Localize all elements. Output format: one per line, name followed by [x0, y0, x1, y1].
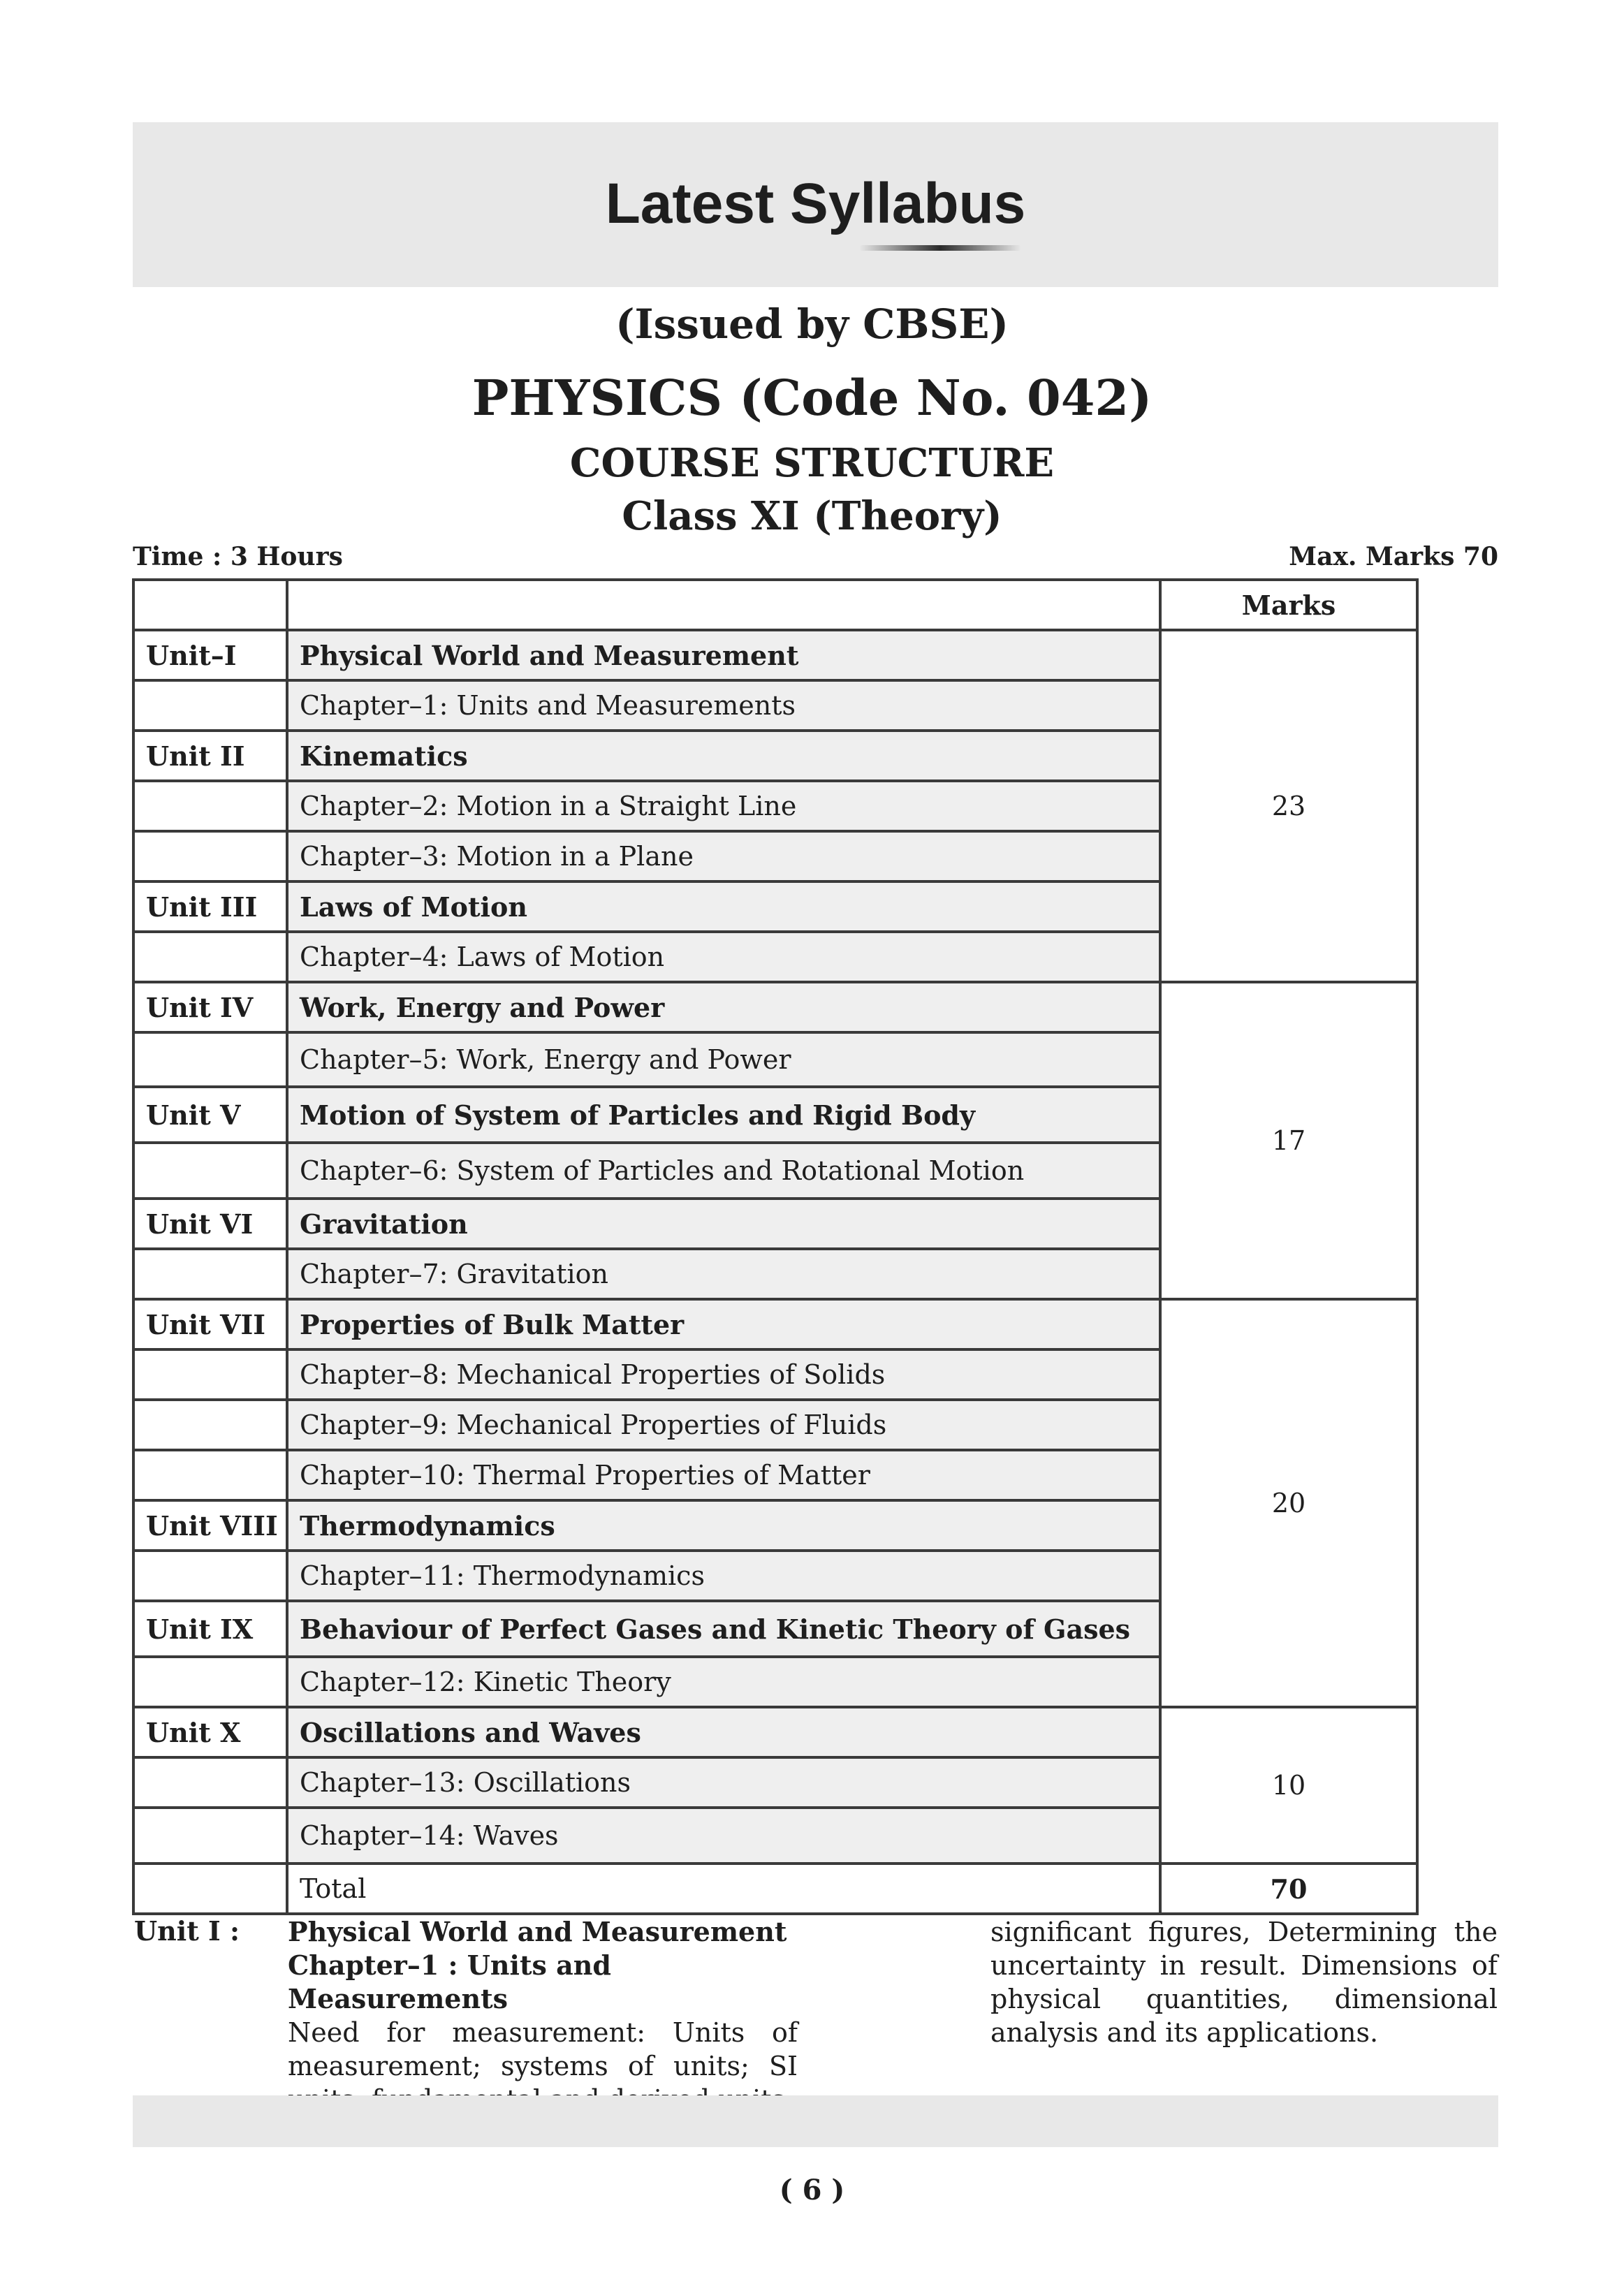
chapter-cell: Chapter–11: Thermodynamics: [287, 1551, 1160, 1601]
table-row: [133, 1707, 1417, 1757]
unit-cell: [133, 680, 287, 731]
course-structure-table: [132, 578, 1419, 1915]
table-header-row: [133, 580, 1417, 630]
body-left-text: Need for measurement: Units of measurement; systems of units; SI: [288, 2017, 798, 2081]
unit-title-cell: Properties of Bulk Matter: [287, 1299, 1160, 1349]
unit-cell: Unit V: [133, 1087, 287, 1143]
total-value: 70: [1160, 1864, 1417, 1914]
unit-title-cell: Kinematics: [287, 731, 1160, 781]
chapter-cell: Chapter–8: Mechanical Properties of Solids: [287, 1349, 1160, 1400]
unit-cell: Unit VIII: [133, 1500, 287, 1551]
marks-cell: 17: [1160, 982, 1417, 1299]
chapter-cell: Chapter–2: Motion in a Straight Line: [287, 781, 1160, 831]
issued-by-line: (Issued by CBSE): [615, 300, 1009, 348]
unit-title-cell: Motion of System of Particles and Rigid Body: [287, 1087, 1160, 1143]
unit-cell: Unit–I: [133, 630, 287, 680]
table-row: [133, 982, 1417, 1032]
chapter-cell: Chapter–14: Waves: [287, 1808, 1160, 1864]
unit-cell: [133, 781, 287, 831]
chapter-cell: Chapter–9: Mechanical Properties of Fluids: [287, 1400, 1160, 1450]
unit-cell: Unit IX: [133, 1601, 287, 1657]
header-title-cell: [287, 580, 1160, 630]
chapter-cell: Chapter–6: System of Particles and Rotational Motion: [287, 1143, 1160, 1199]
unit-cell: Unit X: [133, 1707, 287, 1757]
total-label: Total: [287, 1864, 1160, 1914]
unit-cell: [133, 1757, 287, 1808]
unit-title-cell: Physical World and Measurement: [287, 630, 1160, 680]
unit-title-cell: Oscillations and Waves: [287, 1707, 1160, 1757]
unit-title-cell: Behaviour of Perfect Gases and Kinetic Theory of Gases: [287, 1601, 1160, 1657]
total-unit-cell: [133, 1864, 287, 1914]
unit-cell: [133, 1400, 287, 1450]
chapter-cell: Chapter–13: Oscillations: [287, 1757, 1160, 1808]
subject-title: PHYSICS (Code No. 042): [471, 369, 1153, 427]
unit-title-cell: Gravitation: [287, 1199, 1160, 1249]
unit-cell: Unit II: [133, 731, 287, 781]
unit-cell: Unit VI: [133, 1199, 287, 1249]
marks-cell: 20: [1160, 1299, 1417, 1707]
max-marks-label: Max. Marks 70: [1289, 542, 1498, 571]
unit-cell: [133, 1349, 287, 1400]
body-chapter-title: Chapter–1 : Units and Measurements: [288, 1949, 611, 2014]
time-label: Time : 3 Hours: [133, 542, 343, 571]
unit-cell: [133, 1143, 287, 1199]
page-number: ( 6 ): [779, 2174, 845, 2206]
unit-cell: [133, 1551, 287, 1601]
chapter-cell: Chapter–3: Motion in a Plane: [287, 831, 1160, 881]
body-right-text: significant figures, Determining the uncertainty in result. Dimensions of physical quantities, dimensional analysis and its applications.: [990, 1917, 1498, 2048]
marks-header: Marks: [1160, 580, 1417, 630]
unit-cell: [133, 1450, 287, 1500]
course-structure-heading: COURSE STRUCTURE: [569, 440, 1055, 486]
chapter-cell: Chapter–5: Work, Energy and Power: [287, 1032, 1160, 1087]
marks-cell: 23: [1160, 630, 1417, 982]
total-row: [133, 1864, 1417, 1914]
unit-cell: Unit VII: [133, 1299, 287, 1349]
unit-cell: [133, 1657, 287, 1707]
class-heading: Class XI (Theory): [622, 493, 1002, 539]
unit-cell: [133, 1249, 287, 1299]
unit-cell: [133, 1808, 287, 1864]
header-unit-cell: [133, 580, 287, 630]
table-row: [133, 1299, 1417, 1349]
body-unit-label: Unit I :: [134, 1915, 240, 1947]
table-row: [133, 630, 1417, 680]
unit-title-cell: Thermodynamics: [287, 1500, 1160, 1551]
header-banner: [133, 122, 1498, 287]
unit-cell: [133, 1032, 287, 1087]
unit-title-cell: Work, Energy and Power: [287, 982, 1160, 1032]
chapter-cell: Chapter–10: Thermal Properties of Matter: [287, 1450, 1160, 1500]
unit-cell: [133, 831, 287, 881]
chapter-cell: Chapter–12: Kinetic Theory: [287, 1657, 1160, 1707]
marks-cell: 10: [1160, 1707, 1417, 1864]
chapter-cell: Chapter–7: Gravitation: [287, 1249, 1160, 1299]
banner-title: Latest Syllabus: [605, 172, 1026, 235]
footer-band: [133, 2095, 1498, 2147]
chapter-cell: Chapter–1: Units and Measurements: [287, 680, 1160, 731]
body-unit-title: Physical World and Measurement: [288, 1916, 787, 1947]
body-left-column: [288, 1915, 798, 2116]
unit-cell: [133, 932, 287, 982]
chapter-cell: Chapter–4: Laws of Motion: [287, 932, 1160, 982]
unit-title-cell: Laws of Motion: [287, 881, 1160, 932]
unit-cell: Unit III: [133, 881, 287, 932]
title-underline-decoration: [859, 245, 1021, 251]
unit-cell: Unit IV: [133, 982, 287, 1032]
